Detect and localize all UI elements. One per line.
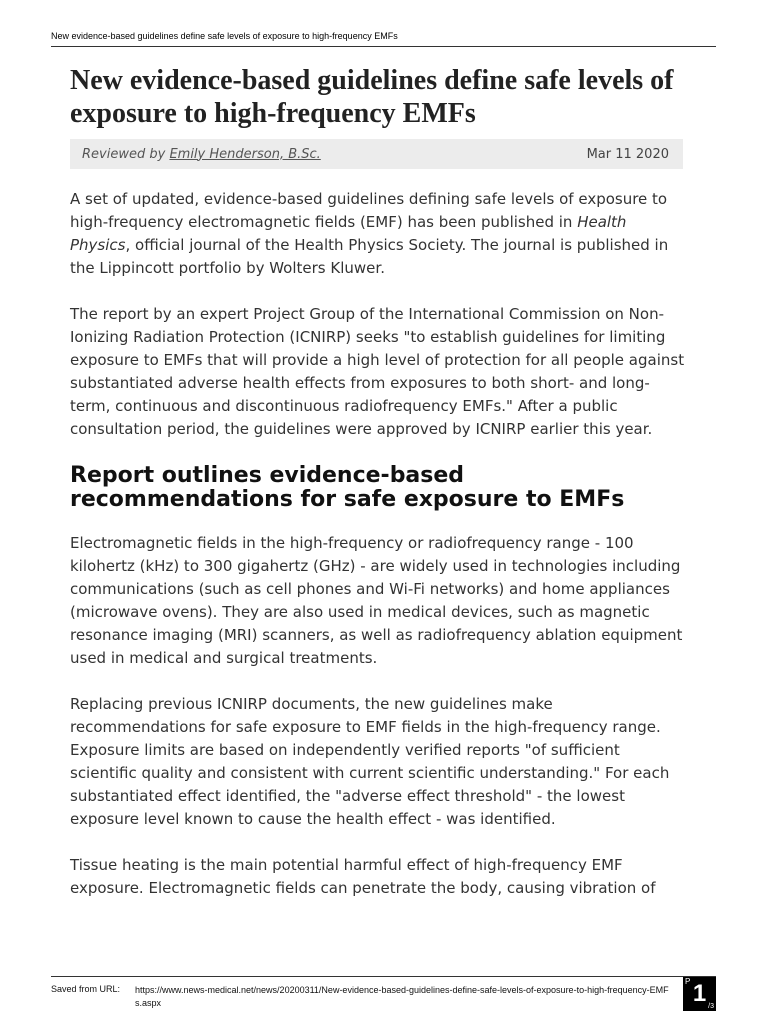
paragraph-4: Replacing previous ICNIRP documents, the new guidelines make recommendations for safe exposure to EMF fields in the high-frequency range. Exposure limits are based on independently verified reports "of sufficient scientific quality and consistent with current scientific understanding." For each substantiated effect identified, the "adverse effect threshold" - the lowest exposure level known to cause the health effect - was identified. xyxy=(70,695,670,828)
page-footer xyxy=(51,976,716,1013)
page-total: /3 xyxy=(708,1003,714,1010)
section-heading: Report outlines evidence-based recommendations for safe exposure to EMFs xyxy=(70,463,625,512)
publish-date: Mar 11 2020 xyxy=(586,146,669,162)
paragraph-1 xyxy=(70,188,686,280)
reviewed-by xyxy=(82,147,321,162)
article-title: New evidence-based guidelines define safe levels of exposure to high-frequency EMFs xyxy=(70,65,674,129)
saved-from-label: Saved from URL: xyxy=(51,984,121,994)
article-body xyxy=(70,188,686,923)
paragraph-5: Tissue heating is the main potential harmful effect of high-frequency EMF exposure. Electromagnetic fields can penetrate the body, causing vibration of xyxy=(70,856,656,897)
journal-name: Health Physics xyxy=(70,213,627,254)
page-prefix: P xyxy=(685,977,691,986)
page-number: 1 xyxy=(692,980,707,1007)
paragraph-3: Electromagnetic fields in the high-frequency or radiofrequency range - 100 kilohertz (kHz) to 300 gigahertz (GHz) - are widely used in technologies including communications (such as cell phones and Wi-Fi networks) and home appliances (microwave ovens). They are also used in medical devices, such as magnetic resonance imaging (MRI) scanners, as well as radiofrequency ablation equipment used in medical and surgical treatments. xyxy=(70,534,683,667)
paragraph-2: The report by an expert Project Group of the International Commission on Non-Ionizing Radiation Protection (ICNIRP) seeks "to establish guidelines for limiting exposure to EMFs that will provide a high level of protection for all people against substantiated adverse health effects from exposures to both short- and long-term, continuous and discontinuous radiofrequency EMFs." After a public consultation period, the guidelines were approved by ICNIRP earlier this year. xyxy=(70,305,685,438)
review-bar xyxy=(70,139,683,169)
reviewed-prefix: Reviewed by xyxy=(82,146,166,162)
paragraph-1-text-a: A set of updated, evidence-based guidelines defining safe levels of exposure to high-frequency electromagnetic fields (EMF) has been published in xyxy=(70,190,668,231)
source-url[interactable]: https://www.news-medical.net/news/20200311/New-evidence-based-guidelines-define-safe-levels-of-exposure-to-high-frequency-EMFs.aspx xyxy=(135,985,669,1008)
running-header: New evidence-based guidelines define safe levels of exposure to high-frequency EMFs xyxy=(51,31,716,47)
paragraph-1-text-b: , official journal of the Health Physics Society. The journal is published in the Lippincott portfolio by Wolters Kluwer. xyxy=(70,236,669,277)
reviewer-link[interactable]: Emily Henderson, B.Sc. xyxy=(169,146,321,162)
page-indicator xyxy=(683,977,716,1011)
